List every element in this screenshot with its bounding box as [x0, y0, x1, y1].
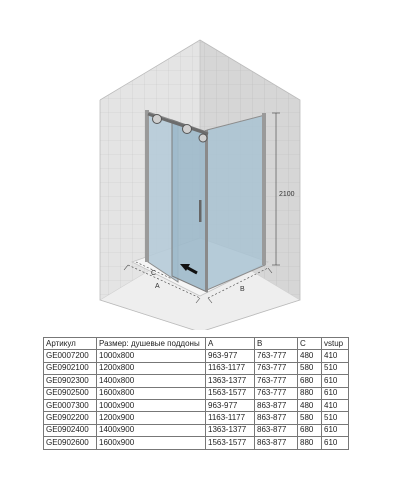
side-wall-profile: [262, 113, 266, 265]
table-row: [44, 412, 349, 424]
table-cell: 510: [322, 412, 349, 424]
table-cell: 1163-1177: [206, 362, 255, 374]
table-row: [44, 387, 349, 399]
label-b: B: [240, 286, 245, 293]
table-cell: 863-877: [255, 412, 298, 424]
table-row: [44, 362, 349, 374]
table-cell: 1363-1377: [206, 424, 255, 436]
table-cell: 763-777: [255, 362, 298, 374]
table-cell: 680: [298, 424, 322, 436]
table-cell: 410: [322, 350, 349, 362]
table-cell: 1400x900: [97, 424, 206, 436]
table-cell: 880: [298, 387, 322, 399]
door-handle: [199, 200, 202, 222]
sliding-door-panel: [172, 120, 207, 292]
table-cell: GE0007300: [44, 399, 97, 411]
table-cell: GE0902600: [44, 437, 97, 449]
table-cell: 1400x800: [97, 375, 206, 387]
table-row: [44, 424, 349, 436]
table-cell: 480: [298, 350, 322, 362]
table-cell: 863-877: [255, 424, 298, 436]
table-cell: 610: [322, 424, 349, 436]
col-header: Артикул: [44, 338, 97, 350]
table-cell: 1000x800: [97, 350, 206, 362]
table-cell: 763-777: [255, 387, 298, 399]
table-row: [44, 437, 349, 449]
col-header: B: [255, 338, 298, 350]
table-cell: GE0902500: [44, 387, 97, 399]
table-cell: 610: [322, 375, 349, 387]
table-cell: GE0007200: [44, 350, 97, 362]
table-cell: 410: [322, 399, 349, 411]
table-cell: 880: [298, 437, 322, 449]
wall-profile-left: [145, 110, 149, 262]
col-header: C: [298, 338, 322, 350]
table-cell: 863-877: [255, 437, 298, 449]
table-cell: 1563-1577: [206, 387, 255, 399]
col-header: Размер: душевые поддоны: [97, 338, 206, 350]
roller-left: [153, 115, 162, 124]
table-cell: 763-777: [255, 350, 298, 362]
table-cell: 1163-1177: [206, 412, 255, 424]
table-cell: 763-777: [255, 375, 298, 387]
label-a: A: [155, 283, 160, 290]
table-cell: 480: [298, 399, 322, 411]
table-row: [44, 399, 349, 411]
table-cell: 680: [298, 375, 322, 387]
table-cell: 1000x900: [97, 399, 206, 411]
side-glass-panel: [207, 115, 265, 290]
table-cell: 1600x800: [97, 387, 206, 399]
corner-profile: [205, 130, 208, 292]
table-header-row: [44, 338, 349, 350]
label-c: C: [151, 270, 157, 277]
table-cell: 580: [298, 412, 322, 424]
table-cell: 610: [322, 387, 349, 399]
roller-right: [183, 125, 192, 134]
table-cell: 1200x900: [97, 412, 206, 424]
table-cell: 863-877: [255, 399, 298, 411]
table-cell: 610: [322, 437, 349, 449]
table-cell: 1600x900: [97, 437, 206, 449]
col-header: A: [206, 338, 255, 350]
table-cell: 1563-1577: [206, 437, 255, 449]
table-cell: 963-977: [206, 399, 255, 411]
table-cell: 580: [298, 362, 322, 374]
table-cell: 1363-1377: [206, 375, 255, 387]
table-cell: GE0902300: [44, 375, 97, 387]
table-row: [44, 350, 349, 362]
col-header: vstup: [322, 338, 349, 350]
roller-corner: [199, 134, 207, 142]
table-cell: GE0902200: [44, 412, 97, 424]
table-cell: GE0902400: [44, 424, 97, 436]
table-row: [44, 375, 349, 387]
table-cell: 510: [322, 362, 349, 374]
label-height: 2100: [279, 191, 295, 198]
spec-table: [43, 337, 349, 450]
table-cell: 963-977: [206, 350, 255, 362]
table-cell: GE0902100: [44, 362, 97, 374]
table-cell: 1200x800: [97, 362, 206, 374]
